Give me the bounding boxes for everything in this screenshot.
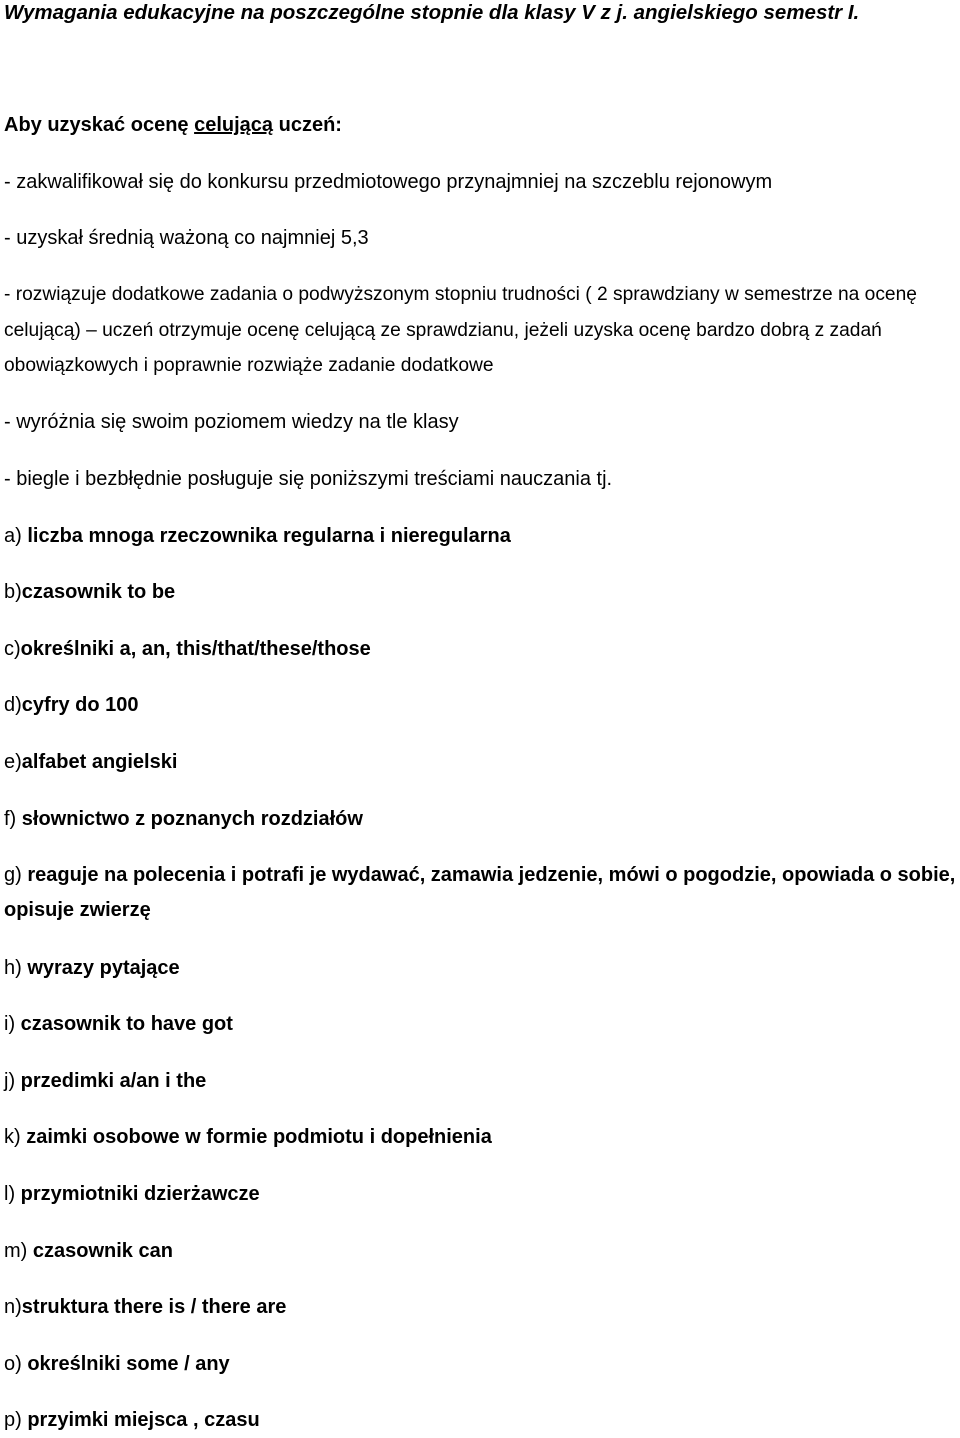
topic-text: przyimki miejsca , czasu xyxy=(27,1409,260,1431)
topic-text: wyrazy pytające xyxy=(27,957,180,979)
topic-text: czasownik can xyxy=(32,1240,173,1262)
topic-marker: p) xyxy=(4,1409,28,1431)
topic-text: struktura there is / there are xyxy=(21,1296,287,1318)
topic-text: alfabet angielski xyxy=(21,751,178,773)
heading-grade: celującą xyxy=(194,114,274,136)
topic-marker: l) xyxy=(4,1183,21,1205)
topic-item xyxy=(4,744,177,780)
topic-text: liczba mnoga rzeczownika regularna i nieregularna xyxy=(27,525,511,547)
topic-item xyxy=(4,574,175,610)
grade-heading xyxy=(4,107,342,143)
topic-item xyxy=(4,1402,260,1438)
topic-item xyxy=(4,801,363,837)
document-title: Wymagania edukacyjne na poszczególne stopnie dla klasy V z j. angielskiego semestr I. xyxy=(4,1,860,24)
heading-suffix: uczeń: xyxy=(273,114,342,136)
topic-item xyxy=(4,1176,260,1212)
topic-marker: i) xyxy=(4,1013,21,1035)
topic-item xyxy=(4,518,511,554)
topic-marker: c) xyxy=(4,638,21,660)
topic-marker: d) xyxy=(4,694,22,716)
topic-marker: k) xyxy=(4,1126,27,1148)
topic-marker: h) xyxy=(4,957,28,979)
topic-marker: o) xyxy=(4,1353,28,1375)
topic-text: przymiotniki dzierżawcze xyxy=(20,1183,260,1205)
requirement-item: - zakwalifikował się do konkursu przedmiotowego przynajmniej na szczeblu rejonowym xyxy=(4,171,773,193)
requirement-item: - biegle i bezbłędnie posługuje się poniższymi treściami nauczania tj. xyxy=(4,468,613,490)
topic-item xyxy=(4,1233,173,1269)
topic-text: określniki a, an, this/that/these/those xyxy=(20,638,371,660)
topic-marker: b) xyxy=(4,581,22,603)
topic-item xyxy=(4,950,180,986)
topic-item xyxy=(4,1119,492,1155)
topic-item xyxy=(4,858,956,928)
topic-text: słownictwo z poznanych rozdziałów xyxy=(21,808,363,830)
topic-text: reaguje na polecenia i potrafi je wydawać, zamawia jedzenie, mówi o pogodzie, opowiada o sobie, opisuje zwierzę xyxy=(4,864,956,921)
requirement-item: - uzyskał średnią ważoną co najmniej 5,3 xyxy=(4,227,369,249)
topic-text: czasownik to be xyxy=(21,581,176,603)
topic-marker: j) xyxy=(4,1070,21,1092)
topic-item xyxy=(4,631,371,667)
topic-text: cyfry do 100 xyxy=(21,694,139,716)
topic-item xyxy=(4,1289,286,1325)
topic-text: przedimki a/an i the xyxy=(20,1070,207,1092)
topic-marker: f) xyxy=(4,808,22,830)
topic-marker: e) xyxy=(4,751,22,773)
requirement-item: - wyróżnia się swoim poziomem wiedzy na tle klasy xyxy=(4,411,459,433)
requirement-item: - rozwiązuje dodatkowe zadania o podwyższonym stopniu trudności ( 2 sprawdziany w semestrze na ocenę celującą) – uczeń otrzymuje ocenę celującą ze sprawdzianu, jeżeli uzyska ocenę bardzo dobrą z zadań obowiązkowych i poprawnie rozwiąże zadanie dodatkowe xyxy=(4,284,917,376)
topic-marker: g) xyxy=(4,864,28,886)
topic-item xyxy=(4,1346,230,1382)
topic-marker: a) xyxy=(4,525,28,547)
topic-text: czasownik to have got xyxy=(20,1013,233,1035)
topic-item xyxy=(4,1006,233,1042)
topic-item xyxy=(4,687,139,723)
topic-text: zaimki osobowe w formie podmiotu i dopełnienia xyxy=(26,1126,492,1148)
topic-marker: m) xyxy=(4,1240,33,1262)
heading-prefix: Aby uzyskać ocenę xyxy=(4,114,195,136)
topic-marker: n) xyxy=(4,1296,22,1318)
topic-item xyxy=(4,1063,206,1099)
topic-text: określniki some / any xyxy=(27,1353,230,1375)
